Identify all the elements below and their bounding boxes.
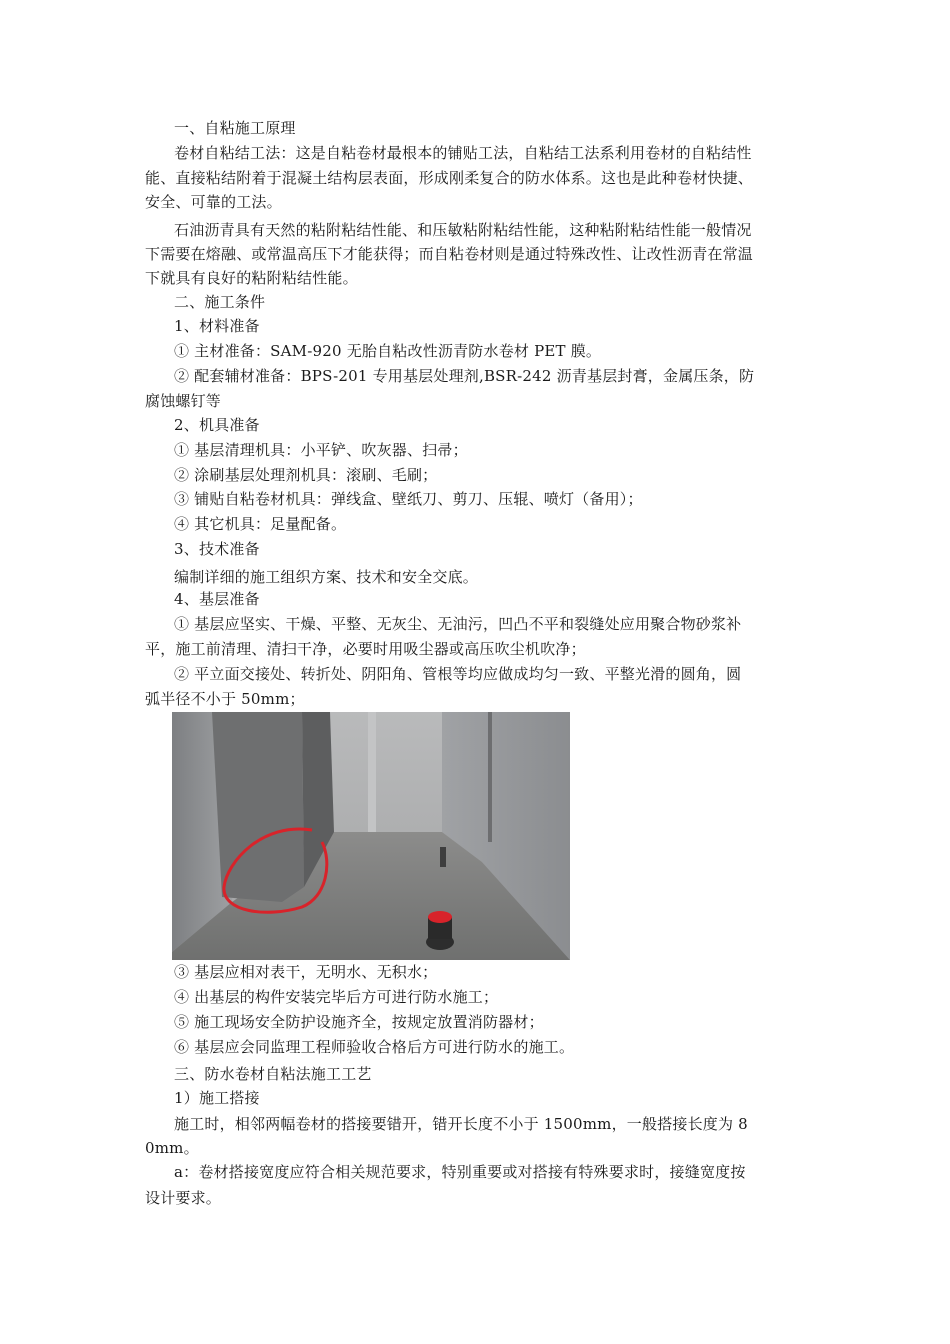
list-item: ⑥ 基层应会同监理工程师验收合格后方可进行防水的施工。: [174, 1038, 575, 1056]
heading-section-2: 二、施工条件: [174, 293, 266, 311]
list-item: ④ 出基层的构件安装完毕后方可进行防水施工；: [174, 988, 499, 1006]
list-item: ③ 铺贴自粘卷材机具：弹线盒、壁纸刀、剪刀、压辊、喷灯（备用）；: [174, 490, 643, 508]
subheading: 1）施工搭接: [174, 1089, 260, 1107]
paragraph-line: 石油沥青具有天然的粘附粘结性能、和压敏粘附粘结性能，这种粘附粘结性能一般情况: [174, 221, 752, 239]
list-item: ② 涂刷基层处理剂机具：滚刷、毛刷；: [174, 466, 438, 484]
subheading: 2、机具准备: [174, 416, 260, 434]
site-photo: [172, 712, 570, 960]
paragraph-line: 下就具有良好的粘附粘结性能。: [145, 269, 358, 287]
paragraph-line: 安全、可靠的工法。: [145, 193, 282, 211]
paragraph-line: 设计要求。: [145, 1189, 222, 1207]
list-item-continued: 弧半径不小于 50mm；: [145, 690, 305, 708]
list-item: ④ 其它机具：足量配备。: [174, 515, 347, 533]
paragraph-line: 编制详细的施工组织方案、技术和安全交底。: [174, 568, 479, 586]
paragraph-line: a：卷材搭接宽度应符合相关规范要求，特别重要或对搭接有特殊要求时，接缝宽度按: [174, 1163, 746, 1181]
list-item: ① 基层清理机具：小平铲、吹灰器、扫帚；: [174, 441, 468, 459]
heading-section-1: 一、自粘施工原理: [174, 119, 296, 137]
list-item: ① 主材准备：SAM-920 无胎自粘改性沥青防水卷材 PET 膜。: [174, 342, 602, 360]
paragraph-line: 能、直接粘结附着于混凝土结构层表面，形成刚柔复合的防水体系。这也是此种卷材快捷、: [145, 169, 754, 187]
list-item-continued: 平，施工前清理、清扫干净，必要时用吸尘器或高压吹尘机吹净；: [145, 640, 586, 658]
list-item-continued: 腐蚀螺钉等: [145, 392, 222, 410]
list-item: ② 配套辅材准备：BPS-201 专用基层处理剂,BSR-242 沥青基层封膏，金属压条，防: [174, 367, 755, 385]
list-item: ① 基层应坚实、干燥、平整、无灰尘、无油污，凹凸不平和裂缝处应用聚合物砂浆补: [174, 615, 742, 633]
subheading: 1、材料准备: [174, 317, 260, 335]
list-item: ③ 基层应相对表干，无明水、无积水；: [174, 963, 438, 981]
subheading: 4、基层准备: [174, 590, 260, 608]
paragraph-line: 0mm。: [145, 1139, 199, 1157]
subheading: 3、技术准备: [174, 540, 260, 558]
paragraph-line: 卷材自粘结工法：这是自粘卷材最根本的铺贴工法，自粘结工法系利用卷材的自粘结性: [174, 144, 752, 162]
paragraph-line: 下需要在熔融、或常温高压下才能获得；而自粘卷材则是通过特殊改性、让改性沥青在常温: [145, 245, 754, 263]
heading-section-3: 三、防水卷材自粘法施工工艺: [174, 1065, 372, 1083]
paragraph-line: 施工时，相邻两幅卷材的搭接要错开，错开长度不小于 1500mm，一般搭接长度为 8: [174, 1115, 748, 1133]
list-item: ② 平立面交接处、转折处、阴阳角、管根等均应做成均匀一致、平整光滑的圆角，圆: [174, 665, 742, 683]
list-item: ⑤ 施工现场安全防护设施齐全，按规定放置消防器材；: [174, 1013, 544, 1031]
